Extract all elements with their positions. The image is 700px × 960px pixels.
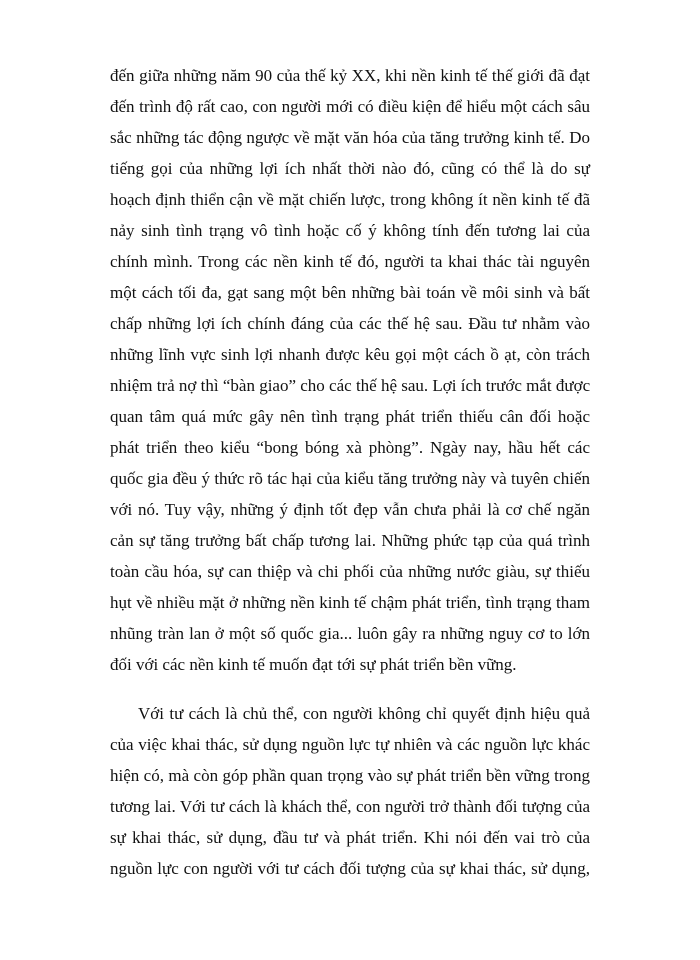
text-line: hụt về nhiều mặt ở những nền kinh tế chậm phát triển, tình trạng tham: [110, 593, 590, 612]
text-line: đến giữa những năm 90 của thế kỷ XX, khi nền kinh tế thế giới đã đạt: [110, 66, 590, 85]
text-line: chấp những lợi ích chính đáng của các thế hệ sau. Đầu tư nhằm vào: [110, 314, 590, 333]
text-line: tiếng gọi của những lợi ích nhất thời nào đó, cũng có thể là do sự: [110, 159, 590, 178]
text-line: những lĩnh vực sinh lợi nhanh được kêu gọi một cách ồ ạt, còn trách: [110, 345, 590, 364]
text-line: sắc những tác động ngược về mặt văn hóa của tăng trưởng kinh tế. Do: [110, 128, 590, 147]
text-line: hoạch định thiển cận về mặt chiến lược, trong không ít nền kinh tế đã: [110, 190, 590, 209]
text-line: đến trình độ rất cao, con người mới có điều kiện để hiểu một cách sâu: [110, 97, 590, 116]
text-line: nhiệm trả nợ thì “bàn giao” cho các thế hệ sau. Lợi ích trước mắt được: [110, 376, 591, 395]
text-line: hiện có, mà còn góp phần quan trọng vào sự phát triển bền vững trong: [110, 766, 590, 785]
text-line: cản sự tăng trưởng bất chấp tương lai. Những phức tạp của quá trình: [110, 531, 590, 550]
paragraph-2: [110, 698, 590, 884]
text-line: phát triển theo kiểu “bong bóng xà phòng”. Ngày nay, hầu hết các: [110, 438, 590, 457]
paragraph-1: [110, 60, 590, 680]
text-line: với nó. Tuy vậy, những ý định tốt đẹp vẫn chưa phải là cơ chế ngăn: [110, 500, 590, 519]
text-line: nhũng tràn lan ở một số quốc gia... luôn gây ra những nguy cơ to lớn: [110, 624, 590, 643]
text-line: đối với các nền kinh tế muốn đạt tới sự phát triển bền vững.: [110, 655, 517, 674]
text-line: tương lai. Với tư cách là khách thể, con người trở thành đối tượng của: [110, 797, 590, 816]
text-line: nguồn lực con người với tư cách đối tượng của sự khai thác, sử dụng,: [110, 859, 590, 878]
text-line: một cách tối đa, gạt sang một bên những bài toán về môi sinh và bất: [110, 283, 590, 302]
text-line: quan tâm quá mức gây nên tình trạng phát triển thiếu cân đối hoặc: [110, 407, 590, 426]
text-line: quốc gia đều ý thức rõ tác hại của kiểu tăng trưởng này và tuyên chiến: [110, 469, 590, 488]
text-line: nảy sinh tình trạng vô tình hoặc cố ý không tính đến tương lai của: [110, 221, 590, 240]
text-line: chính mình. Trong các nền kinh tế đó, người ta khai thác tài nguyên: [110, 252, 590, 271]
text-line: toàn cầu hóa, sự can thiệp và chi phối của những nước giàu, sự thiếu: [110, 562, 590, 581]
text-line: sự khai thác, sử dụng, đầu tư và phát triển. Khi nói đến vai trò của: [110, 828, 590, 847]
text-line: của việc khai thác, sử dụng nguồn lực tự nhiên và các nguồn lực khác: [110, 735, 590, 754]
text-line: Với tư cách là chủ thể, con người không chỉ quyết định hiệu quả: [138, 704, 590, 723]
